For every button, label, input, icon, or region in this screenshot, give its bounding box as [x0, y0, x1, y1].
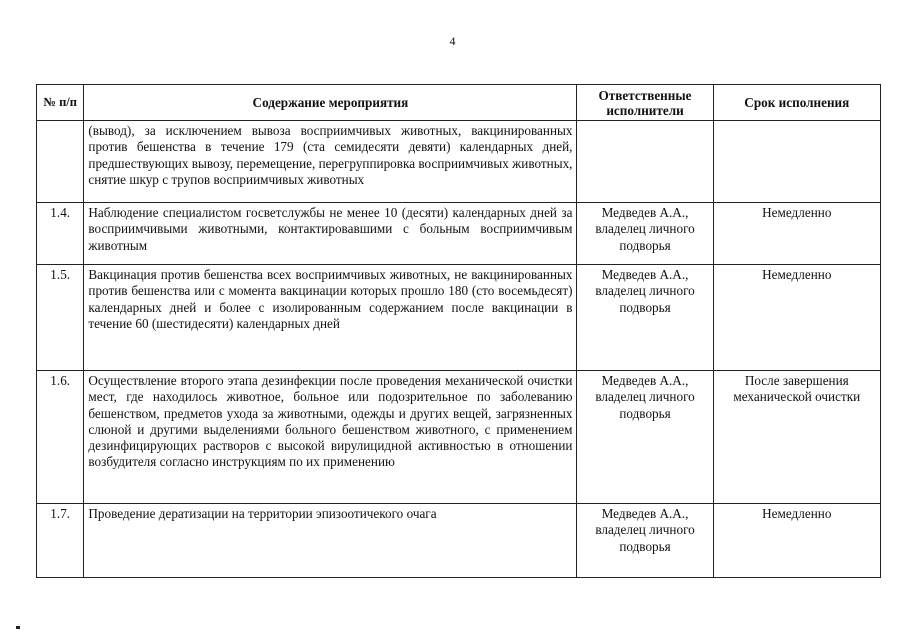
row-content: Наблюдение специалистом госветслужбы не менее 10 (десяти) календарных дней за восприимчивыми животными, контактировавшими с больным восприимчивым животным: [84, 203, 577, 265]
table-row: [37, 121, 881, 203]
row-deadline: Немедленно: [713, 504, 880, 578]
row-num: 1.5.: [37, 265, 84, 371]
header-responsible: Ответственные исполнители: [577, 85, 713, 121]
row-deadline: Немедленно: [713, 265, 880, 371]
table-row: [37, 265, 881, 371]
row-num: 1.6.: [37, 371, 84, 504]
row-content: Вакцинация против бешенства всех восприимчивых животных, не вакцинированных против бешенства или с момента вакцинации которых прошло 180 (сто восемьдесят) календарных дней и более с изолированным содержанием после вакцинации в течение 60 (шестидесяти) календарных дней: [84, 265, 577, 371]
table-header-row: [37, 85, 881, 121]
table-row: [37, 371, 881, 504]
header-content: Содержание мероприятия: [84, 85, 577, 121]
measures-table: [36, 84, 881, 578]
row-responsible: Медведев А.А., владелец личного подворья: [577, 371, 713, 504]
scan-mark: [16, 626, 20, 629]
row-responsible: Медведев А.А., владелец личного подворья: [577, 265, 713, 371]
page-number: 4: [449, 34, 456, 48]
table-row: [37, 203, 881, 265]
row-num: 1.4.: [37, 203, 84, 265]
row-deadline: После завершения механической очистки: [713, 371, 880, 504]
row-num: [37, 121, 84, 203]
row-responsible: Медведев А.А., владелец личного подворья: [577, 504, 713, 578]
row-content: Осуществление второго этапа дезинфекции после проведения механической очистки мест, где находилось животное, больное или подозрительное по заболеванию бешенством, предметов ухода за животными, одежды и других вещей, загрязненных слюной и другими выделениями больного бешенством животного, с применением дезинфицирующих растворов с высокой вирулицидной активностью в отношении возбудителя согласно инструкциям по их применению: [84, 371, 577, 504]
row-deadline: Немедленно: [713, 203, 880, 265]
row-num: 1.7.: [37, 504, 84, 578]
row-content: Проведение дератизации на территории эпизоотичекого очага: [84, 504, 577, 578]
row-responsible: Медведев А.А., владелец личного подворья: [577, 203, 713, 265]
row-deadline: [713, 121, 880, 203]
table-row: [37, 504, 881, 578]
header-deadline: Срок исполнения: [713, 85, 880, 121]
row-content: (вывод), за исключением вывоза восприимчивых животных, вакцинированных против бешенства в течение 179 (ста семидесяти девяти) календарных дней, предшествующих вывозу, перемещение, перегруппировка восприимчивых животных, снятие шкур с трупов восприимчивых животных: [84, 121, 577, 203]
row-responsible: [577, 121, 713, 203]
header-num: № п/п: [37, 85, 84, 121]
